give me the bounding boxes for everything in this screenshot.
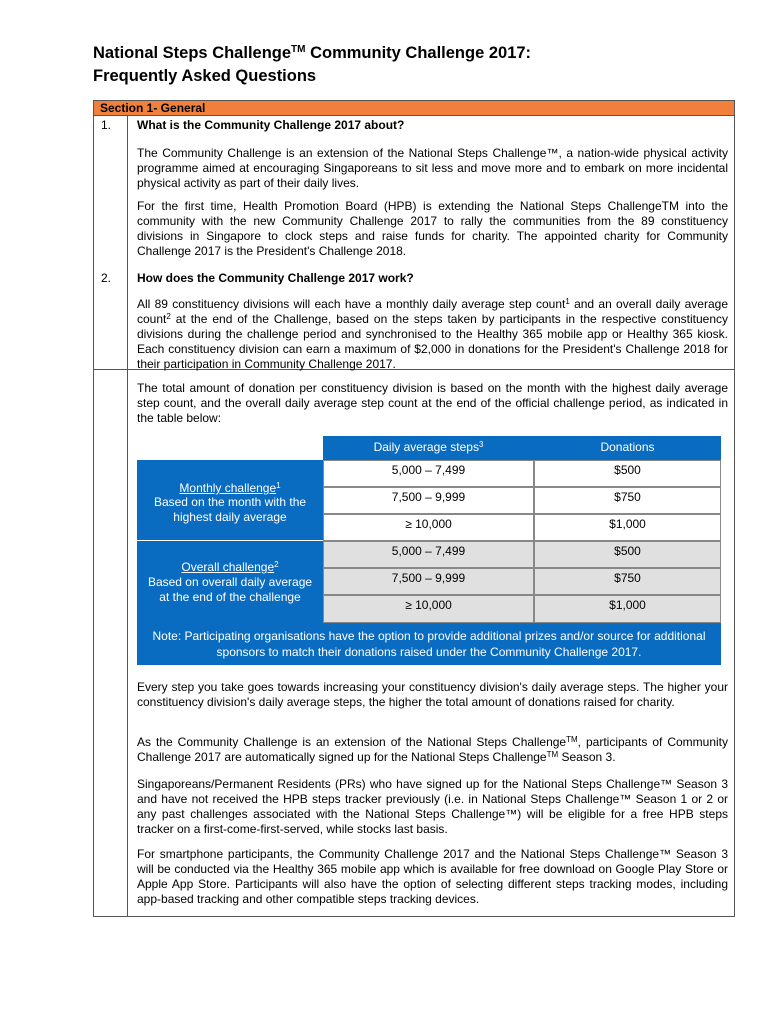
trademark-sup: TM (291, 44, 306, 55)
section-label: Section 1- General (100, 101, 206, 115)
overall-challenge-label: Overall challenge$^2$ (181, 560, 279, 574)
steps-cell: 7,500 – 9,999 (323, 487, 534, 514)
answer-paragraph: The Community Challenge is an extension of the National Steps Challenge™, a nation-wide physical activity programme aimed at encouraging Singaporeans to sit less and move more and to embark on more incidental physical activity as part of their daily lives. (137, 146, 728, 190)
faq-table (93, 100, 735, 917)
steps-cell: ≥ 10,000 (323, 595, 534, 623)
header-donations: Donations (534, 436, 721, 460)
steps-cell: ≥ 10,000 (323, 514, 534, 541)
question-heading: How does the Community Challenge 2017 work? (137, 271, 414, 285)
question-number: 1. (101, 118, 112, 132)
donation-cell: $1,000 (534, 595, 721, 623)
donation-table (137, 436, 721, 665)
monthly-challenge-description: Based on the month with the highest daily average (153, 495, 307, 524)
table-note: Note: Participating organisations have the option to provide additional prizes and/or source for additional sponsors to match their donations raised under the Community Challenge 2017. (137, 623, 721, 665)
donation-cell: $500 (534, 541, 721, 568)
donation-cell: $1,000 (534, 514, 721, 541)
answer-paragraph: As the Community Challenge is an extension of the National Steps Challenge™, participants of Community Challenge 2017 are automatically signed up for the National Steps Challenge™ Season 3. (137, 735, 729, 764)
overall-challenge-description: Based on overall daily average at the end of the challenge (147, 575, 313, 604)
answer-paragraph: All 89 constituency divisions will each have a monthly daily average step count$^1$ and an overall daily average count$^2$ at the end of the Challenge, based on the steps taken by participants in the respective constituency divisions during the challenge period and synchronised to the Healthy 365 mobile app or Healthy 365 kiosk. Each constituency division can earn a maximum of $2,000 in donations for the President's Challenge 2018 for their participation in Community Challenge 2017. (137, 297, 728, 371)
title-line-2: Frequently Asked Questions (93, 67, 317, 85)
steps-cell: 5,000 – 7,499 (323, 460, 534, 487)
monthly-challenge-label: Monthly challenge$^1$ (179, 481, 281, 495)
document-title (93, 42, 733, 88)
question-heading: What is the Community Challenge 2017 about? (137, 118, 405, 132)
section-header (94, 101, 734, 116)
question-number: 2. (101, 271, 112, 285)
donation-cell: $750 (534, 568, 721, 595)
donation-cell: $750 (534, 487, 721, 514)
steps-cell: 5,000 – 7,499 (323, 541, 534, 568)
header-daily-steps: Daily average steps$^3$ (323, 436, 534, 460)
title-line-1: National Steps Challenge™ Community Challenge 2017: (93, 44, 532, 62)
answer-paragraph: Every step you take goes towards increasing your constituency division's daily average steps. The higher your constituency division's daily average steps, the higher the total amount of donations raised for charity. (137, 680, 728, 709)
number-column-divider (127, 116, 128, 916)
answer-paragraph: Singaporeans/Permanent Residents (PRs) who have signed up for the National Steps Challenge™ Season 3 and have not received the HPB steps tracker previously (i.e. in National Steps Challenge™ Season 1 or 2 or any past challenges associated with the National Steps Challenge™) will be eligible for a free HPB steps tracker on a first-come-first-served, while stocks last basis. (137, 777, 728, 836)
answer-paragraph: The total amount of donation per constituency division is based on the month with the highest daily average step count, and the overall daily average step count at the end of the official challenge period, as indicated in the table below: (137, 381, 728, 425)
steps-cell: 7,500 – 9,999 (323, 568, 534, 595)
answer-paragraph: For the first time, Health Promotion Board (HPB) is extending the National Steps ChallengeTM into the community with the new Community Challenge 2017 to rally the communities from the 89 constituency divisions in Singapore to clock steps and raise funds for charity. The appointed charity for Community Challenge 2017 is the President's Challenge 2018. (137, 199, 728, 258)
answer-paragraph: For smartphone participants, the Community Challenge 2017 and the National Steps Challenge™ Season 3 will be conducted via the Healthy 365 mobile app which is available for free download on Google Play Store or Apple App Store. Participants will also have the option of selecting different steps tracking modes, including app-based tracking and other compatible steps tracking devices. (137, 847, 728, 906)
donation-cell: $500 (534, 460, 721, 487)
